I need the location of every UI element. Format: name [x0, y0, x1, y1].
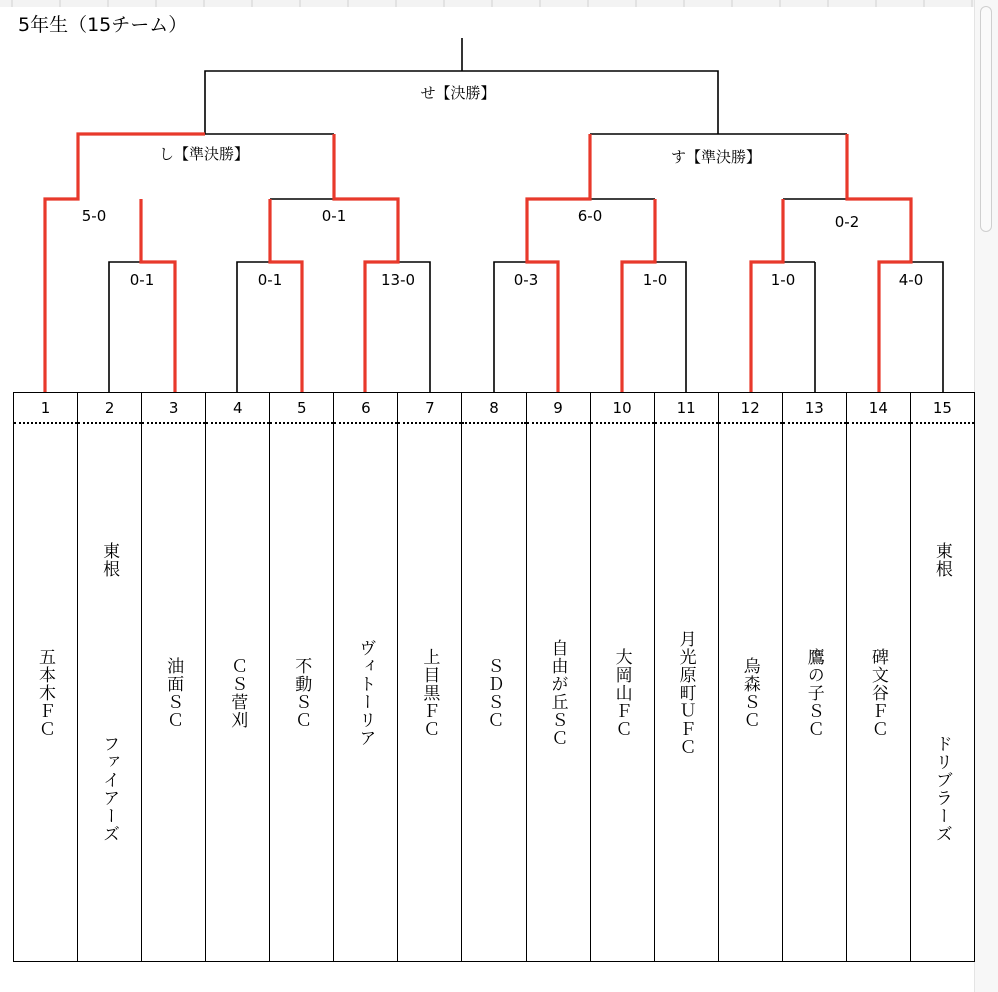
team-name-line: 鷹の子ＳＣ	[803, 647, 824, 738]
score-r2-1213-1415: 0-2	[834, 213, 860, 231]
score-r2-1-23: 5-0	[81, 207, 107, 225]
team-name-line: 油面ＳＣ	[163, 656, 184, 729]
scrollbar-thumb[interactable]	[980, 6, 992, 232]
bracket-line-win-5	[270, 199, 302, 392]
team-name	[270, 424, 333, 961]
bracket-line-final-bracket	[205, 71, 718, 134]
score-r1-12-13: 1-0	[770, 271, 796, 289]
team-column-12	[719, 393, 783, 961]
vertical-scrollbar[interactable]	[974, 0, 998, 992]
team-name	[591, 424, 654, 961]
team-name-line: ヴィトーリア	[355, 638, 376, 747]
team-number: 15	[911, 393, 974, 424]
team-column-3	[142, 393, 206, 961]
team-name-line: ＣＳ菅刈	[227, 656, 248, 729]
bracket-line-win-9	[527, 134, 590, 392]
team-column-13	[783, 393, 847, 961]
team-number: 5	[270, 393, 333, 424]
team-number: 4	[206, 393, 269, 424]
score-r2-89-1011: 6-0	[577, 207, 603, 225]
team-column-6	[334, 393, 398, 961]
team-number: 6	[334, 393, 397, 424]
team-name-line: 碑文谷ＦＣ	[867, 647, 888, 738]
team-column-4	[206, 393, 270, 961]
bracket-line-win-14	[847, 134, 911, 392]
team-name-line: 烏森ＳＣ	[739, 656, 760, 729]
team-name	[398, 424, 461, 961]
team-column-7	[398, 393, 462, 961]
team-column-2	[78, 393, 142, 961]
team-name-line: 上目黒ＦＣ	[419, 647, 440, 738]
score-r1-14-15: 4-0	[898, 271, 924, 289]
team-name-line: ファイアーズ	[99, 735, 120, 843]
team-name-line: 自由が丘ＳＣ	[547, 638, 568, 747]
bracket-line-win-12	[751, 199, 783, 392]
team-name	[655, 424, 718, 961]
score-r1-8-9: 0-3	[513, 271, 539, 289]
team-number: 2	[78, 393, 141, 424]
team-name-line: 月光原町ＵＦＣ	[675, 629, 696, 756]
bracket-line-win-1	[45, 134, 205, 392]
bracket-line-win-3	[141, 230, 175, 392]
label-semi-left: し【準決勝】	[158, 145, 250, 163]
label-final: せ【決勝】	[420, 84, 496, 102]
team-name-line: 不動ＳＣ	[291, 656, 312, 729]
score-r1-2-3: 0-1	[129, 271, 155, 289]
team-column-11	[655, 393, 719, 961]
score-r1-6-7: 13-0	[380, 271, 416, 289]
team-name	[142, 424, 205, 961]
team-column-14	[847, 393, 911, 961]
tournament-bracket	[0, 0, 975, 392]
team-column-10	[591, 393, 655, 961]
team-number: 9	[527, 393, 590, 424]
team-name-line: 五本木ＦＣ	[35, 647, 56, 738]
team-number: 12	[719, 393, 782, 424]
team-table	[13, 392, 975, 962]
team-column-15	[911, 393, 974, 961]
team-column-8	[462, 393, 526, 961]
team-number: 10	[591, 393, 654, 424]
team-column-5	[270, 393, 334, 961]
team-name	[462, 424, 525, 961]
team-column-9	[527, 393, 591, 961]
team-name-line: 東根	[99, 542, 120, 578]
score-r1-10-11: 1-0	[642, 271, 668, 289]
team-name	[334, 424, 397, 961]
team-number: 11	[655, 393, 718, 424]
team-column-1	[14, 393, 78, 961]
team-name-line: ドリブラーズ	[931, 735, 952, 843]
team-name	[911, 424, 974, 961]
label-semi-right: す【準決勝】	[670, 148, 762, 166]
team-name	[847, 424, 910, 961]
page-title: 5年生（15チーム）	[18, 14, 188, 36]
score-r1-4-5: 0-1	[257, 271, 283, 289]
team-name-line: 大岡山ＦＣ	[611, 647, 632, 738]
team-name	[527, 424, 590, 961]
bracket-line-win-10	[622, 199, 655, 392]
team-name-line: ＳＤＳＣ	[483, 656, 504, 729]
team-name	[719, 424, 782, 961]
bracket-line-win-6	[334, 134, 398, 392]
team-number: 14	[847, 393, 910, 424]
team-number: 1	[14, 393, 77, 424]
team-name-line: 東根	[931, 542, 952, 578]
team-name	[206, 424, 269, 961]
team-name	[78, 424, 141, 961]
score-r2-45-67: 0-1	[321, 207, 347, 225]
team-number: 3	[142, 393, 205, 424]
team-name	[783, 424, 846, 961]
team-number: 8	[462, 393, 525, 424]
team-number: 13	[783, 393, 846, 424]
team-name	[14, 424, 77, 961]
team-number: 7	[398, 393, 461, 424]
